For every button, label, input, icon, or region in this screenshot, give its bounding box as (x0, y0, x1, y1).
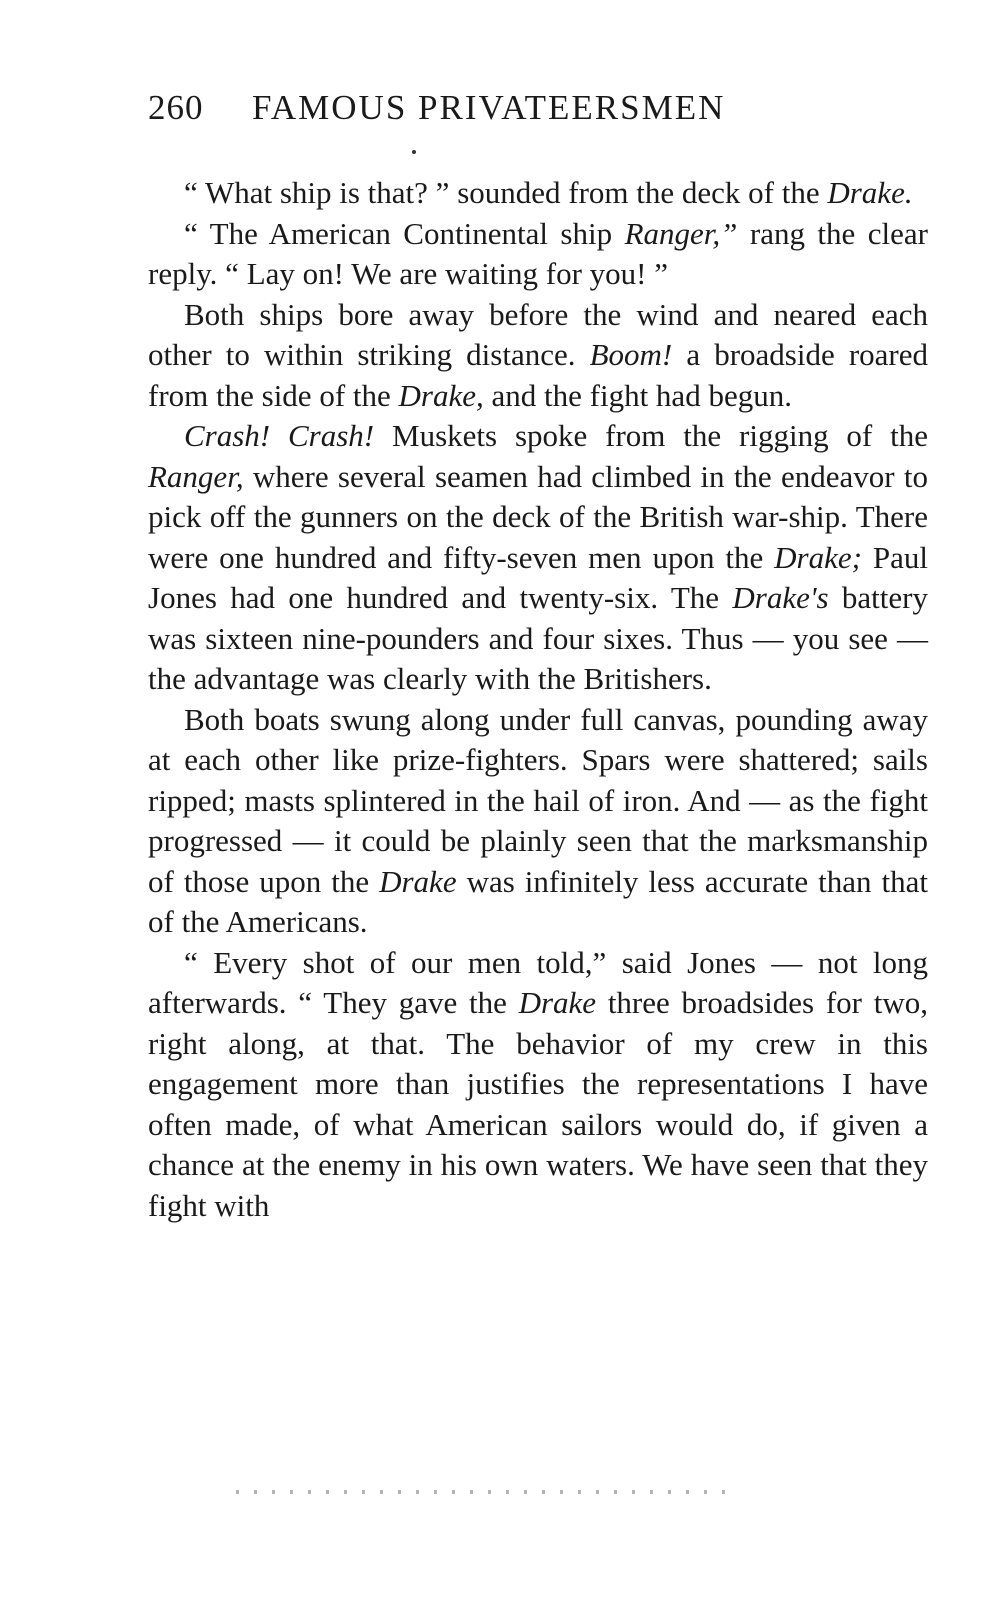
paragraph (148, 295, 928, 417)
text-run: a broadside roared from the side of the (148, 337, 928, 413)
page-number: 260 (148, 88, 204, 127)
text-run: and the fight had begun. (483, 377, 792, 413)
text-run: Both ships bore away before the wind and neared each other to within striking distance. (148, 296, 928, 372)
paragraph (148, 700, 928, 943)
text-run: Both boats swung along under full canvas, pounding away at each other like prize-fighters. Spars were shattered; sails ripped; masts splintered in the hail of iron. And — as the fight progressed — it could be plainly seen that the marksmanship of those upon the (148, 701, 928, 899)
italic-text: Ranger, (148, 458, 244, 494)
text-run: “ Every shot of our men told,” said Jones — not long afterwards. “ They gave the (148, 944, 928, 1020)
italic-text: Drake, (398, 377, 484, 413)
text-run: Paul Jones had one hundred and twenty-six. The (148, 539, 928, 615)
text-run: where several seamen had climbed in the endeavor to pick off the gunners on the deck of the British war-ship. There were one hundred and fifty-seven men upon the (148, 458, 928, 575)
page-bottom-marks (236, 1490, 736, 1494)
italic-text: Drake's (732, 580, 829, 615)
italic-text: Drake (379, 863, 457, 899)
text-run: “ What ship is that? ” sounded from the deck of the (184, 175, 828, 210)
italic-text: Drake (518, 985, 597, 1020)
text-run: “ The American Continental ship (184, 215, 625, 251)
italic-text: Crash! Crash! (184, 418, 375, 453)
italic-text: Drake; (774, 539, 862, 575)
text-run: was infinitely less accurate than that of the Americans. (148, 863, 928, 939)
italic-text: Ranger,” (624, 215, 738, 251)
paragraph (148, 214, 928, 295)
page-header (148, 88, 928, 138)
running-title: FAMOUS PRIVATEERSMEN (252, 88, 726, 127)
body-text (148, 173, 928, 1226)
paragraph (148, 943, 928, 1227)
text-run: Muskets spoke from the rigging of the (374, 418, 929, 453)
italic-text: Boom! (589, 337, 673, 372)
text-run: battery was sixteen nine-pounders and four sixes. Thus — you see — the advantage was clearly with the Britishers. (148, 580, 928, 696)
ink-speck (412, 150, 416, 154)
italic-text: Drake. (827, 175, 913, 210)
paragraph (148, 173, 928, 214)
text-run: three broadsides for two, right along, at that. The behavior of my crew in this engagement more than justifies the representations I have often made, of what American sailors would do, if given a chance at the enemy in his own waters. We have seen that they fight with (148, 985, 928, 1223)
text-run: rang the clear reply. “ Lay on! We are waiting for you! ” (148, 215, 928, 291)
paragraph (148, 416, 928, 700)
